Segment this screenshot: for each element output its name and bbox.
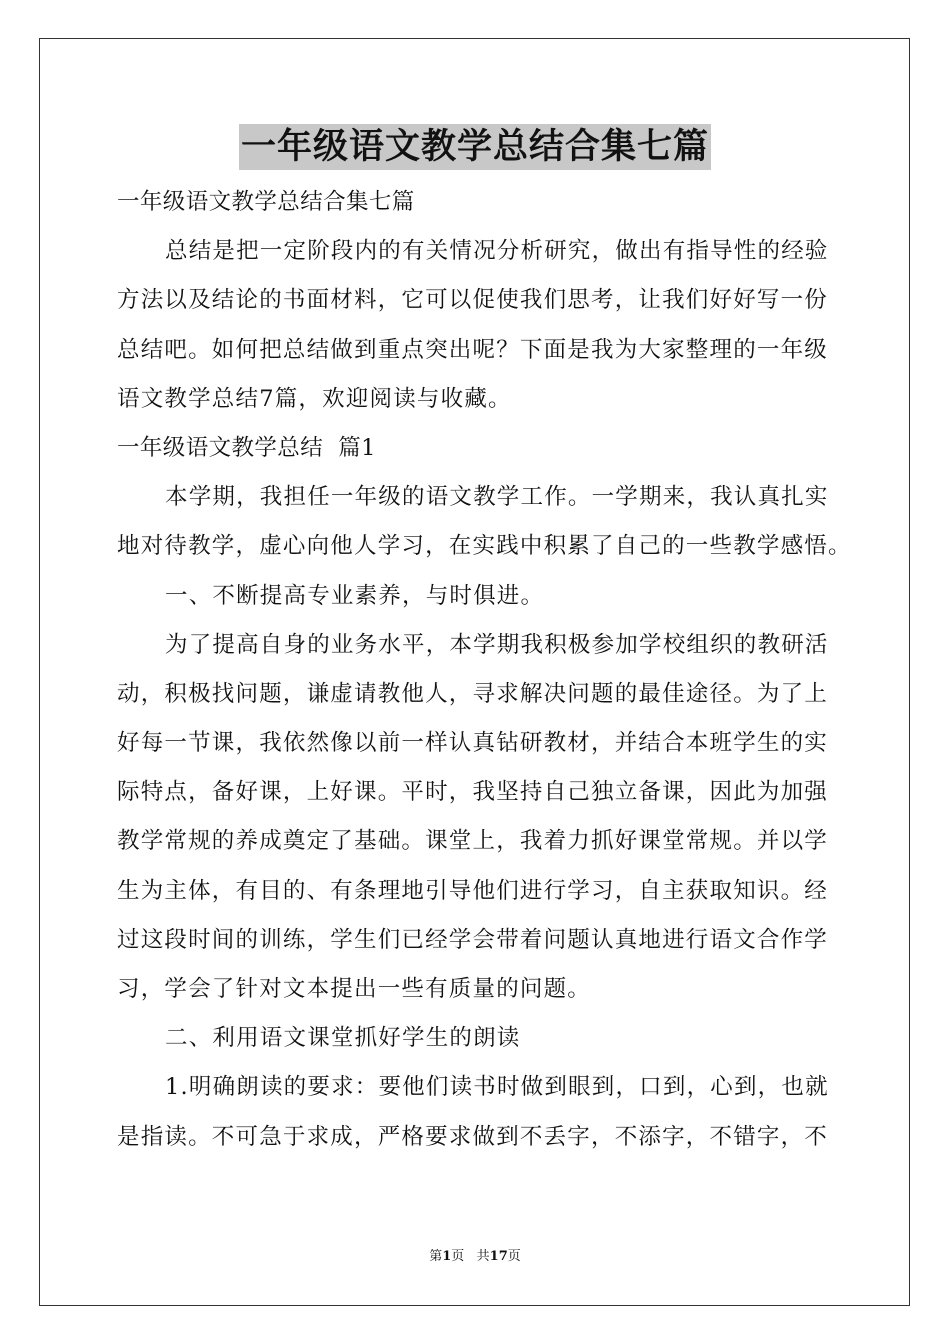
body-line: 语文教学总结7篇，欢迎阅读与收藏。: [117, 385, 512, 412]
body-line: 一年级语文教学总结合集七篇: [117, 189, 415, 215]
body-line: 习，学会了针对文本提出一些有质量的问题。: [117, 976, 592, 1002]
body-line: 生为主体，有目的、有条理地引导他们进行学习，自主获取知识。经: [117, 877, 829, 904]
body-line: 教学常规的养成奠定了基础。课堂上，我着力抓好课堂常规。并以学: [117, 828, 829, 855]
footer-mid: 页 共: [451, 1249, 490, 1264]
section-heading: 一年级语文教学总结 篇1: [117, 434, 376, 461]
body-line: 一、不断提高专业素养，与时俱进。: [165, 582, 545, 609]
footer-suffix: 页: [507, 1249, 521, 1264]
body-line: 方法以及结论的书面材料，它可以促使我们思考，让我们好好写一份: [117, 287, 829, 314]
body-line: 二、利用语文课堂抓好学生的朗读: [165, 1025, 521, 1052]
body-line: 动，积极找问题，谦虚请教他人，寻求解决问题的最佳途径。为了上: [117, 680, 829, 707]
body-line: 际特点，备好课，上好课。平时，我坚持自己独立备课，因此为加强: [117, 779, 829, 806]
body-line: 本学期，我担任一年级的语文教学工作。一学期来，我认真扎实: [165, 484, 829, 511]
footer-prefix: 第: [429, 1249, 443, 1264]
title-wrap: [0, 124, 950, 170]
footer-page-number: 1: [442, 1249, 452, 1264]
body-line: 好每一节课，我依然像以前一样认真钻研教材，并结合本班学生的实: [117, 730, 829, 757]
document-body: [117, 178, 852, 1162]
body-line: 为了提高自身的业务水平，本学期我积极参加学校组织的教研活: [165, 631, 829, 658]
body-line: 是指读。不可急于求成，严格要求做到不丢字，不添字，不错字，不: [117, 1123, 829, 1150]
body-line: 过这段时间的训练，学生们已经学会带着问题认真地进行语文合作学: [117, 926, 829, 953]
body-line: 地对待教学，虚心向他人学习，在实践中积累了自己的一些教学感悟。: [117, 533, 852, 560]
document-title: 一年级语文教学总结合集七篇: [239, 124, 711, 170]
body-line: 总结吧。如何把总结做到重点突出呢？下面是我为大家整理的一年级: [117, 336, 829, 363]
footer-total-pages: 17: [489, 1249, 508, 1264]
body-line: 总结是把一定阶段内的有关情况分析研究，做出有指导性的经验: [165, 238, 829, 265]
page-footer: [0, 1247, 950, 1267]
body-line: 1.明确朗读的要求：要他们读书时做到眼到，口到，心到，也就: [165, 1074, 829, 1101]
